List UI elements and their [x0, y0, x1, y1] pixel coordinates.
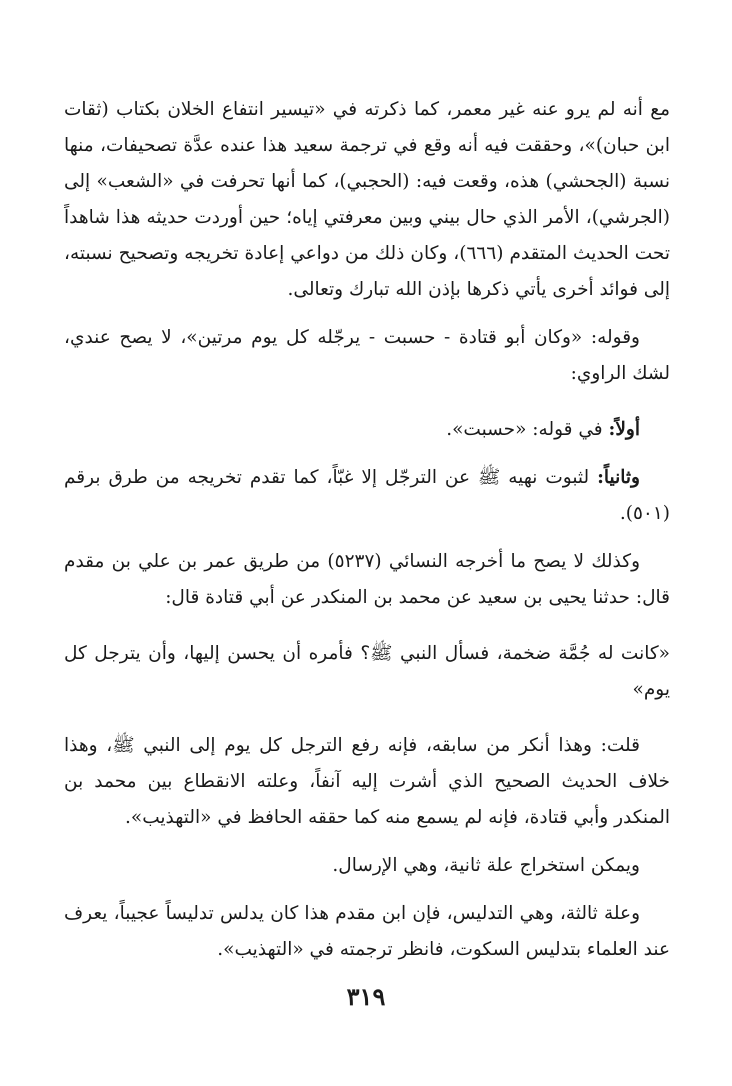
paragraph-8 [64, 848, 670, 884]
paragraph-1-text: مع أنه لم يرو عنه غير معمر، كما ذكرته في «تيسير انتفاع الخلان بكتاب (ثقات ابن حبان)»، وحققت فيه أنه وقع في ترجمة سعيد هذا عنده عدَّة تصحيفات، منها نسبة (الجحشي) هذه، وقعت فيه: (الحجبي)، كما أنها تحرفت في «الشعب» إلى (الجرشي)، الأمر الذي حال بيني وبين معرفتي إياه؛ حين أوردت حديثه هذا شاهداً تحت الحديث المتقدم (٦٦٦)، وكان ذلك من دواعي إعادة تخريجه وتصحيح نسبته، إلى فوائد أخرى يأتي ذكرها بإذن الله تبارك وتعالى. [64, 99, 670, 300]
paragraph-1 [64, 92, 670, 308]
paragraph-7-text: قلت: وهذا أنكر من سابقه، فإنه رفع الترجل كل يوم إلى النبي ﷺ، وهذا خلاف الحديث الصحيح الذي أشرت إليه آنفاً، وعلته الانقطاع بين محمد بن المنكدر وأبي قتادة، فإنه لم يسمع منه كما حققه الحافظ في «التهذيب». [64, 735, 670, 828]
paragraph-3 [64, 412, 670, 448]
paragraph-3-lead: أولاً: [608, 419, 640, 440]
paragraph-6-text: «كانت له جُمَّة ضخمة، فسأل النبي ﷺ؟ فأمره أن يحسن إليها، وأن يترجل كل يوم» [64, 643, 670, 700]
body-text [64, 92, 670, 968]
page-number: ٣١٩ [346, 982, 386, 1011]
paragraph-6-quote [64, 636, 670, 708]
paragraph-4-text: لثبوت نهيه ﷺ عن الترجّل إلا غبّاً، كما تقدم تخريجه من طرق برقم (٥٠١). [64, 467, 670, 524]
paragraph-2-text: وقوله: «وكان أبو قتادة - حسبت - يرجّله كل يوم مرتين»، لا يصح عندي، لشك الراوي: [64, 327, 670, 384]
paragraph-2 [64, 320, 670, 392]
paragraph-9 [64, 896, 670, 968]
paragraph-4-lead: وثانياً: [597, 467, 640, 488]
paragraph-7 [64, 728, 670, 836]
paragraph-5 [64, 544, 670, 616]
paragraph-3-text: في قوله: «حسبت». [446, 419, 609, 440]
paragraph-5-text: وكذلك لا يصح ما أخرجه النسائي (٥٢٣٧) من طريق عمر بن علي بن مقدم قال: حدثنا يحيى بن سعيد عن محمد بن المنكدر عن أبي قتادة قال: [64, 551, 670, 608]
paragraph-4 [64, 460, 670, 532]
paragraph-8-text: ويمكن استخراج علة ثانية، وهي الإرسال. [332, 855, 640, 876]
paragraph-9-text: وعلة ثالثة، وهي التدليس، فإن ابن مقدم هذا كان يدلس تدليساً عجيباً، يعرف عند العلماء بتدليس السكوت، فانظر ترجمته في «التهذيب». [64, 903, 670, 960]
